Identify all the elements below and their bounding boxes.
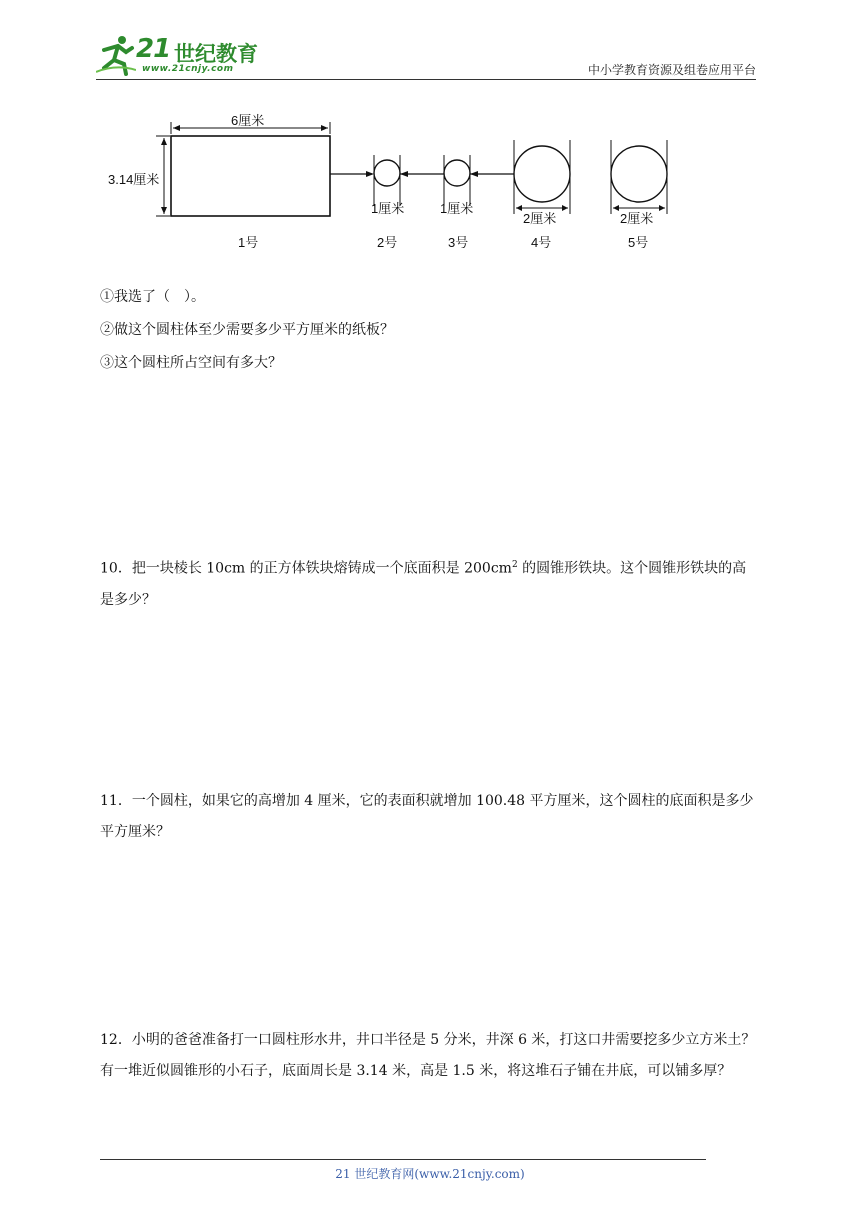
- rect-width-label: 6厘米: [231, 113, 265, 128]
- circle-5-shape: [611, 146, 667, 202]
- question-12: 12．小明的爸爸准备打一口圆柱形水井，井口半径是 5 分米，井深 6 米，打这口井需要挖多少立方米土？有一堆近似圆锥形的小石子，底面周长是 3.14 米，高是 1.5 米，将这堆石子铺在井底，可以铺多厚？: [100, 1032, 756, 1079]
- part-label-1: 1号: [238, 235, 259, 250]
- circle-2-diameter-label: 1厘米: [371, 201, 405, 216]
- question-10-text-a: 10．把一块棱长 10cm 的正方体铁块熔铸成一个底面积是 200cm: [100, 560, 512, 577]
- platform-title: 中小学教育资源及组卷应用平台: [587, 63, 756, 77]
- logo-number: 21: [136, 34, 171, 64]
- part-label-3: 3号: [448, 235, 469, 250]
- cylinder-parts-figure: [100, 100, 700, 260]
- logo-url: www.21cnjy.com: [142, 64, 234, 74]
- question-11: 11．一个圆柱，如果它的高增加 4 厘米，它的表面积就增加 100.48 平方厘米，这个圆柱的底面积是多少平方厘米？: [100, 793, 754, 840]
- figure-drawing: [100, 100, 700, 260]
- rect-height-label: 3.14厘米: [108, 172, 160, 187]
- question-10-text-b: 的圆锥形铁块。这个圆锥形铁块的高是多少？: [100, 560, 747, 608]
- footer-divider: [100, 1159, 706, 1160]
- question-9-part-1: ①我选了（ ）。: [100, 289, 205, 305]
- part-label-4: 4号: [531, 235, 552, 250]
- question-9-part-2: ②做这个圆柱体至少需要多少平方厘米的纸板？: [100, 322, 394, 338]
- footer-text[interactable]: 21 世纪教育网(www.21cnjy.com): [335, 1167, 525, 1181]
- site-logo[interactable]: [96, 34, 266, 78]
- logo-text: 世纪教育: [174, 42, 258, 66]
- header-divider: [96, 79, 756, 80]
- circle-3-shape: [444, 160, 470, 186]
- circle-4-diameter-label: 2厘米: [523, 211, 557, 226]
- part-label-5: 5号: [628, 235, 649, 250]
- question-10-superscript: 2: [511, 560, 518, 570]
- question-9-part-3: ③这个圆柱所占空间有多大？: [100, 355, 282, 371]
- question-10: [100, 550, 760, 616]
- circle-2-shape: [374, 160, 400, 186]
- part-label-2: 2号: [377, 235, 398, 250]
- page-header: [0, 0, 860, 80]
- circle-3-diameter-label: 1厘米: [440, 201, 474, 216]
- circle-5-diameter-label: 2厘米: [620, 211, 654, 226]
- rectangle-shape: [171, 136, 330, 216]
- circle-4-shape: [514, 146, 570, 202]
- runner-icon: [96, 34, 136, 78]
